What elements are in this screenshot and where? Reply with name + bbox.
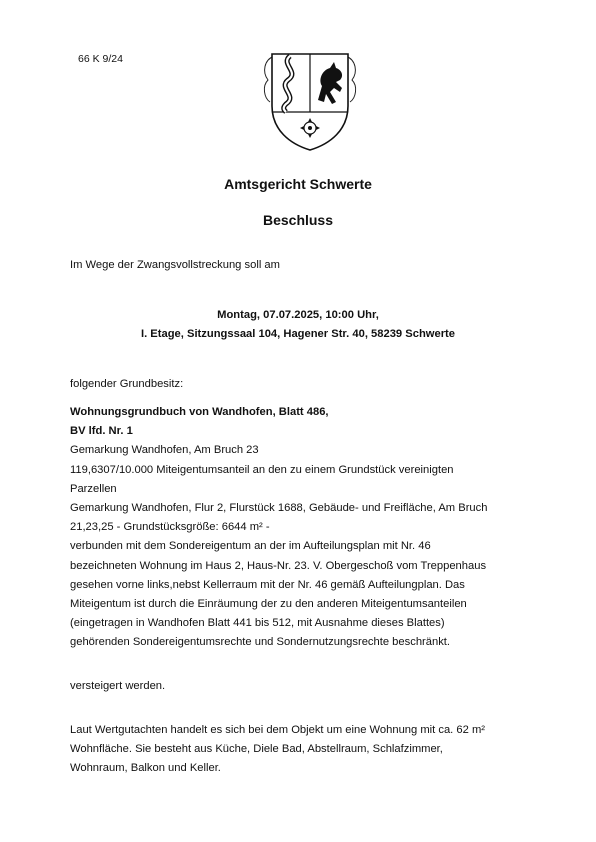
valuation-line: Wohnfläche. Sie besteht aus Küche, Diele Bad, Abstellraum, Schlafzimmer, xyxy=(70,743,443,756)
property-line: gesehen vorne links,nebst Kellerraum mit der Nr. 46 gemäß Aufteilungplan. Das xyxy=(70,578,465,591)
property-line: 21,23,25 - Grundstücksgröße: 6644 m² - xyxy=(70,521,270,534)
property-line: (eingetragen in Wandhofen Blatt 441 bis 512, mit Ausnahme dieses Blattes) xyxy=(70,617,445,630)
valuation-line: Wohnraum, Balkon und Keller. xyxy=(70,762,221,775)
valuation-line: Laut Wertgutachten handelt es sich bei dem Objekt um eine Wohnung mit ca. 62 m² xyxy=(70,724,485,736)
case-number: 66 K 9/24 xyxy=(78,53,123,65)
property-description xyxy=(70,403,540,653)
document-title: Beschluss xyxy=(262,212,334,228)
property-intro: folgender Grundbesitz: xyxy=(70,378,184,390)
auction-statement: versteigert werden. xyxy=(70,680,166,692)
intro-text: Im Wege der Zwangsvollstreckung soll am xyxy=(70,259,280,271)
court-name: Amtsgericht Schwerte xyxy=(224,176,372,192)
property-line: gehörenden Sondereigentumsrechte und Sondernutzungsrechte beschränkt. xyxy=(70,636,451,649)
valuation-paragraph xyxy=(70,721,540,779)
bv-number: BV lfd. Nr. 1 xyxy=(70,425,133,438)
land-register-title: Wohnungsgrundbuch von Wandhofen, Blatt 486, xyxy=(70,406,329,418)
auction-location: I. Etage, Sitzungssaal 104, Hagener Str. 40, 58239 Schwerte xyxy=(140,328,456,340)
property-line: Gemarkung Wandhofen, Flur 2, Flurstück 1688, Gebäude- und Freifläche, Am Bruch xyxy=(70,502,488,515)
property-line: Miteigentum ist durch die Einräumung der zu den anderen Miteigentumsanteilen xyxy=(70,598,467,611)
property-line: bezeichneten Wohnung im Haus 2, Haus-Nr. 23. V. Obergeschoß vom Treppenhaus xyxy=(70,559,487,572)
property-line: Parzellen xyxy=(70,482,117,495)
property-line: verbunden mit dem Sondereigentum an der im Aufteilungsplan mit Nr. 46 xyxy=(70,540,431,553)
auction-date: Montag, 07.07.2025, 10:00 Uhr, xyxy=(217,309,379,321)
property-line: 119,6307/10.000 Miteigentumsanteil an den zu einem Grundstück vereinigten xyxy=(70,463,454,476)
coat-of-arms-icon xyxy=(260,46,360,152)
property-line: Gemarkung Wandhofen, Am Bruch 23 xyxy=(70,444,259,457)
